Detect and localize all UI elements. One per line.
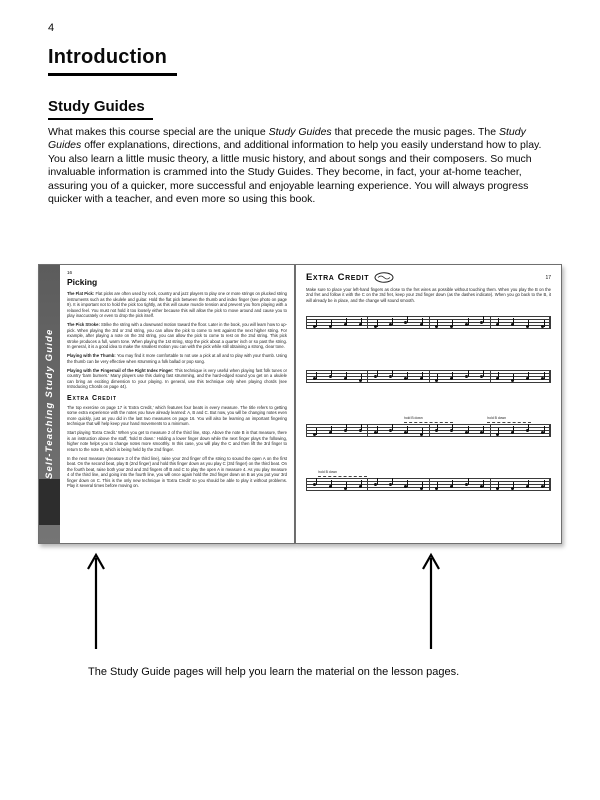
note-glyph — [374, 483, 377, 486]
extra-credit-paragraph: The top exercise on page 17 is 'Extra Credit,' which features four beats in every measure. The title refers to getting some extra experience with the notes you have already learned: A, B and C. But now, you will be changing notes even more quickly, just as you did in the last two measures on page 16. You will also be learning an important fingering technique that will help keep your hand movements to a minimum. — [67, 404, 287, 426]
fingering-annotation: hold B down — [487, 416, 531, 423]
left-page-heading: Picking — [67, 277, 98, 287]
extra-credit-paragraph: Start playing 'Extra Credit.' When you get to measure 2 of the third line, stop. Above the note B in that measure, there is an instruction above the staff, 'hold B down.' Holding a lower finger down while the next finger plays the following, higher note helps you to change notes more smoothly. In this case, you will play the C and then lift the 3rd finger to return to the note B, which is being held by the 2nd finger. — [67, 430, 287, 452]
music-staff — [306, 370, 551, 383]
note-glyph — [359, 429, 362, 432]
note-glyph — [526, 429, 529, 432]
note-glyph — [389, 483, 392, 486]
right-page-number: 17 — [545, 274, 551, 281]
intro-italic-segment: Study Guides — [48, 126, 526, 152]
barline — [490, 316, 491, 329]
intro-text-segment: that precede the music pages. The — [331, 126, 499, 138]
music-staff-system — [306, 370, 551, 383]
barline — [306, 424, 307, 437]
extra-credit-paragraphs — [67, 405, 287, 489]
note-glyph — [480, 375, 483, 378]
note-glyph — [435, 429, 438, 432]
lesson-right-page — [295, 264, 562, 544]
right-page-content — [306, 272, 551, 537]
extra-credit-heading: Extra Credit — [67, 394, 117, 402]
left-page-paragraphs — [67, 291, 287, 390]
note-glyph — [496, 487, 499, 490]
barline — [490, 370, 491, 383]
note-glyph — [420, 487, 423, 490]
barline — [429, 316, 430, 329]
note-glyph — [389, 429, 392, 432]
intro-text-segment: offer explanations, directions, and additional information to help you easily understand how to play. You also learn a little music theory, a little music history, and about songs and their composers. So much invaluable information is crammed into the Study Guides. They become, in fact, your at-home teacher, assuring you of a quicker, more successful and enjoyable learning experience. You will always progress quicker with a teacher, and even more so using this book. — [48, 139, 542, 206]
barline — [306, 478, 307, 491]
music-staff — [306, 316, 551, 329]
note-glyph — [450, 429, 453, 432]
note-glyph — [496, 433, 499, 436]
intro-text-segment: What makes this course special are the unique — [48, 126, 269, 138]
barline — [490, 478, 491, 491]
note-glyph — [344, 429, 347, 432]
barline — [490, 424, 491, 437]
fingering-annotation: hold B down — [404, 416, 453, 423]
note-glyph — [329, 325, 332, 328]
note-glyph — [404, 321, 407, 324]
intro-paragraph — [48, 126, 556, 206]
note-glyph — [344, 323, 347, 326]
note-glyph — [329, 431, 332, 434]
barline — [549, 424, 551, 437]
music-staff-system — [306, 316, 551, 329]
left-page-number: 16 — [67, 270, 73, 275]
study-guide-paragraph: The Pick Stroke: Strike the string with a downward motion toward the floor. Later in the book, you will learn how to up-pick. When playing the 3rd or 2nd string, you can allow the pick to come to rest against the next higher string. For example, after playing a note on the 3rd string, you can allow the pick to come to rest on the 2nd string. This pick stroke produces a full, warm tone. When playing the 1st string, stop the pick about a quarter inch or so past the string. In general, it is a good idea to make the smallest motion you can with the pick while still obtaining a strong, clear tone. — [67, 322, 287, 349]
intro-italic-segment: Study Guides — [268, 126, 332, 138]
barline — [306, 316, 307, 329]
barline — [549, 370, 551, 383]
right-page-intro-text: Make sure to place your left-hand fingers as close to the fret wires as possible without touching them. When you play the B on the 2nd fret and follow it with the C on the 3rd fret, keep your 2nd finger down (as the dashes indicate). When you go back to the B, it will already be in place, and the change will sound smooth. — [306, 287, 551, 303]
fingering-annotation: hold B down — [318, 470, 367, 477]
study-guide-paragraph: Playing with the Thumb: You may find it more comfortable to not use a pick at all and to play with your thumb. Using the thumb can be very effective when strumming a folk ballad or pop song. — [67, 353, 287, 364]
barline — [367, 370, 368, 383]
barline — [429, 424, 430, 437]
note-glyph — [496, 323, 499, 326]
music-staff-system — [306, 416, 551, 437]
barline — [306, 370, 307, 383]
sidebar — [39, 265, 60, 543]
note-glyph — [480, 321, 483, 324]
track-badge-icon — [374, 272, 394, 283]
section-title: Study Guides — [48, 98, 153, 120]
note-glyph — [420, 377, 423, 380]
note-glyph — [313, 483, 316, 486]
up-arrow-left — [84, 551, 108, 651]
barline — [429, 478, 430, 491]
music-staff-system — [306, 470, 551, 491]
note-glyph — [420, 433, 423, 436]
note-glyph — [465, 375, 468, 378]
study-guide-paragraph: Playing with the Fingernail of the Right Index Finger: This technique is very useful when playing fast folk tunes or country 'barn burners.' Many players use this during fast strumming, and the hard-edged sound you get on a ukulele can bring an exciting dimension to your playing. In general, use this technique only when playing chords (see Introducing Chords on page 44). — [67, 367, 287, 389]
barline — [367, 478, 368, 491]
page-number: 4 — [48, 22, 55, 34]
right-page-header — [306, 272, 551, 283]
left-page-content — [67, 270, 287, 538]
note-glyph — [420, 323, 423, 326]
barline — [429, 370, 430, 383]
study-guide-paragraph: The Flat Pick: Flat picks are often used by rock, country and jazz players to play one or more strings on plucked string instruments such as the ukulele and guitar. Hold the flat pick between the thumb and index finger (see photo on page 9). It is important not to hold the pick too tightly, as this will cause muscle tension and prevent you from playing with a relaxed feel. You must not hold it too loosely either because this will allow the pick to move around and cause you to play inaccurately or even to drop the pick itself. — [67, 291, 287, 318]
barline — [367, 316, 368, 329]
note-glyph — [344, 377, 347, 380]
sidebar-label: Self-Teaching Study Guide — [44, 328, 55, 480]
note-glyph — [344, 487, 347, 490]
figure-caption: The Study Guide pages will help you learn the material on the lesson pages. — [88, 666, 460, 678]
barline — [549, 478, 551, 491]
note-glyph — [465, 483, 468, 486]
up-arrow-right — [419, 551, 443, 651]
barline — [549, 316, 551, 329]
music-staves — [306, 316, 551, 491]
note-glyph — [374, 375, 377, 378]
page-title: Introduction — [48, 46, 177, 76]
note-glyph — [389, 375, 392, 378]
study-guide-left-page — [38, 264, 295, 544]
note-glyph — [329, 485, 332, 488]
note-glyph — [329, 375, 332, 378]
right-page-heading: Extra Credit — [306, 272, 370, 283]
music-staff — [306, 478, 551, 491]
barline — [367, 424, 368, 437]
music-staff — [306, 424, 551, 437]
book-spread-figure — [38, 264, 564, 546]
extra-credit-paragraph: In the next measure (measure 3 of the third line), raise your 2nd finger off the string to sound the open A on the first beat. On the second beat, play B (2nd finger) and hold this finger down as you play C (3rd finger) on the third beat. On the fourth beat, raise both your 2nd and 3rd fingers off B and C to play the open A in measure 4. As you play measure 4 of the third line, and going into the fourth line, you will once again hold the 2nd finger down on B as you put your 3rd finger down on C. This is the only new technique in 'Extra Credit' so you should be able to play it without problems. Play it several times before moving on. — [67, 455, 287, 488]
note-glyph — [496, 377, 499, 380]
